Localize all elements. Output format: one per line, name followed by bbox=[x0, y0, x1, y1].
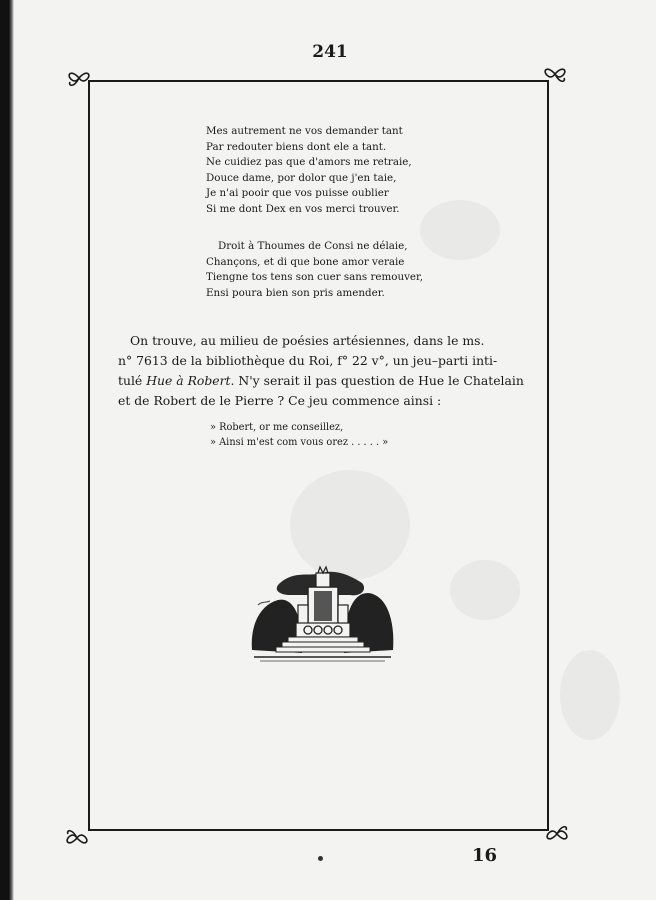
quote-line: » Robert, or me conseillez, bbox=[210, 422, 344, 433]
quote-line: » Ainsi m'est com vous orez . . . . . » bbox=[210, 437, 389, 448]
verse-line: Ensi poura bien son pris amender. bbox=[206, 286, 385, 299]
verse-line: Je n'ai pooir que vos puisse oublier bbox=[206, 187, 389, 199]
verse-line: Mes autrement ne vos demander tant bbox=[206, 125, 403, 137]
ink-dot bbox=[318, 856, 323, 861]
verse-line: Droit à Thoumes de Consi ne délaie, bbox=[218, 240, 408, 252]
verse-line: Par redouter biens dont ele a tant. bbox=[206, 140, 387, 153]
prose-line: On trouve, au milieu de poésies artésiennes, dans le ms. bbox=[130, 333, 485, 348]
verse-line: Tiengne tos tens son cuer sans remouver, bbox=[206, 271, 424, 283]
ornament-corner-top-right-icon bbox=[542, 62, 568, 86]
book-spine-edge bbox=[0, 0, 14, 900]
prose-line: et de Robert de le Pierre ? Ce jeu commence ainsi : bbox=[118, 393, 442, 408]
signature-mark: 16 bbox=[472, 845, 498, 866]
prose-line: n° 7613 de la bibliothèque du Roi, f° 22 v°, un jeu–parti inti- bbox=[118, 353, 498, 368]
quoted-verses bbox=[210, 420, 388, 450]
prose-text: . N'y serait il pas question de Hue le Chatelain bbox=[230, 373, 524, 388]
work-title: Hue à Robert bbox=[146, 373, 231, 388]
verse-line: Douce dame, por dolor que j'en taie, bbox=[206, 171, 397, 184]
poem-stanza-2 bbox=[206, 239, 423, 301]
verse-line: Ne cuidiez pas que d'amors me retraie, bbox=[206, 156, 412, 168]
ornament-corner-top-left-icon bbox=[66, 66, 92, 90]
verse-line: Si me dont Dex en vos merci trouver. bbox=[206, 202, 400, 215]
prose-text: tulé bbox=[118, 373, 147, 388]
paper-stain bbox=[560, 650, 620, 740]
tomb-vignette-engraving bbox=[250, 565, 395, 665]
ornament-corner-bottom-left-icon bbox=[64, 826, 90, 850]
poem-stanza-1 bbox=[206, 124, 412, 217]
prose-line bbox=[118, 371, 538, 391]
verse-line: Chançons, et di que bone amor veraie bbox=[206, 255, 405, 268]
page-number: 241 bbox=[312, 42, 348, 62]
prose-paragraph bbox=[118, 331, 538, 411]
ornament-corner-bottom-right-icon bbox=[544, 822, 570, 846]
